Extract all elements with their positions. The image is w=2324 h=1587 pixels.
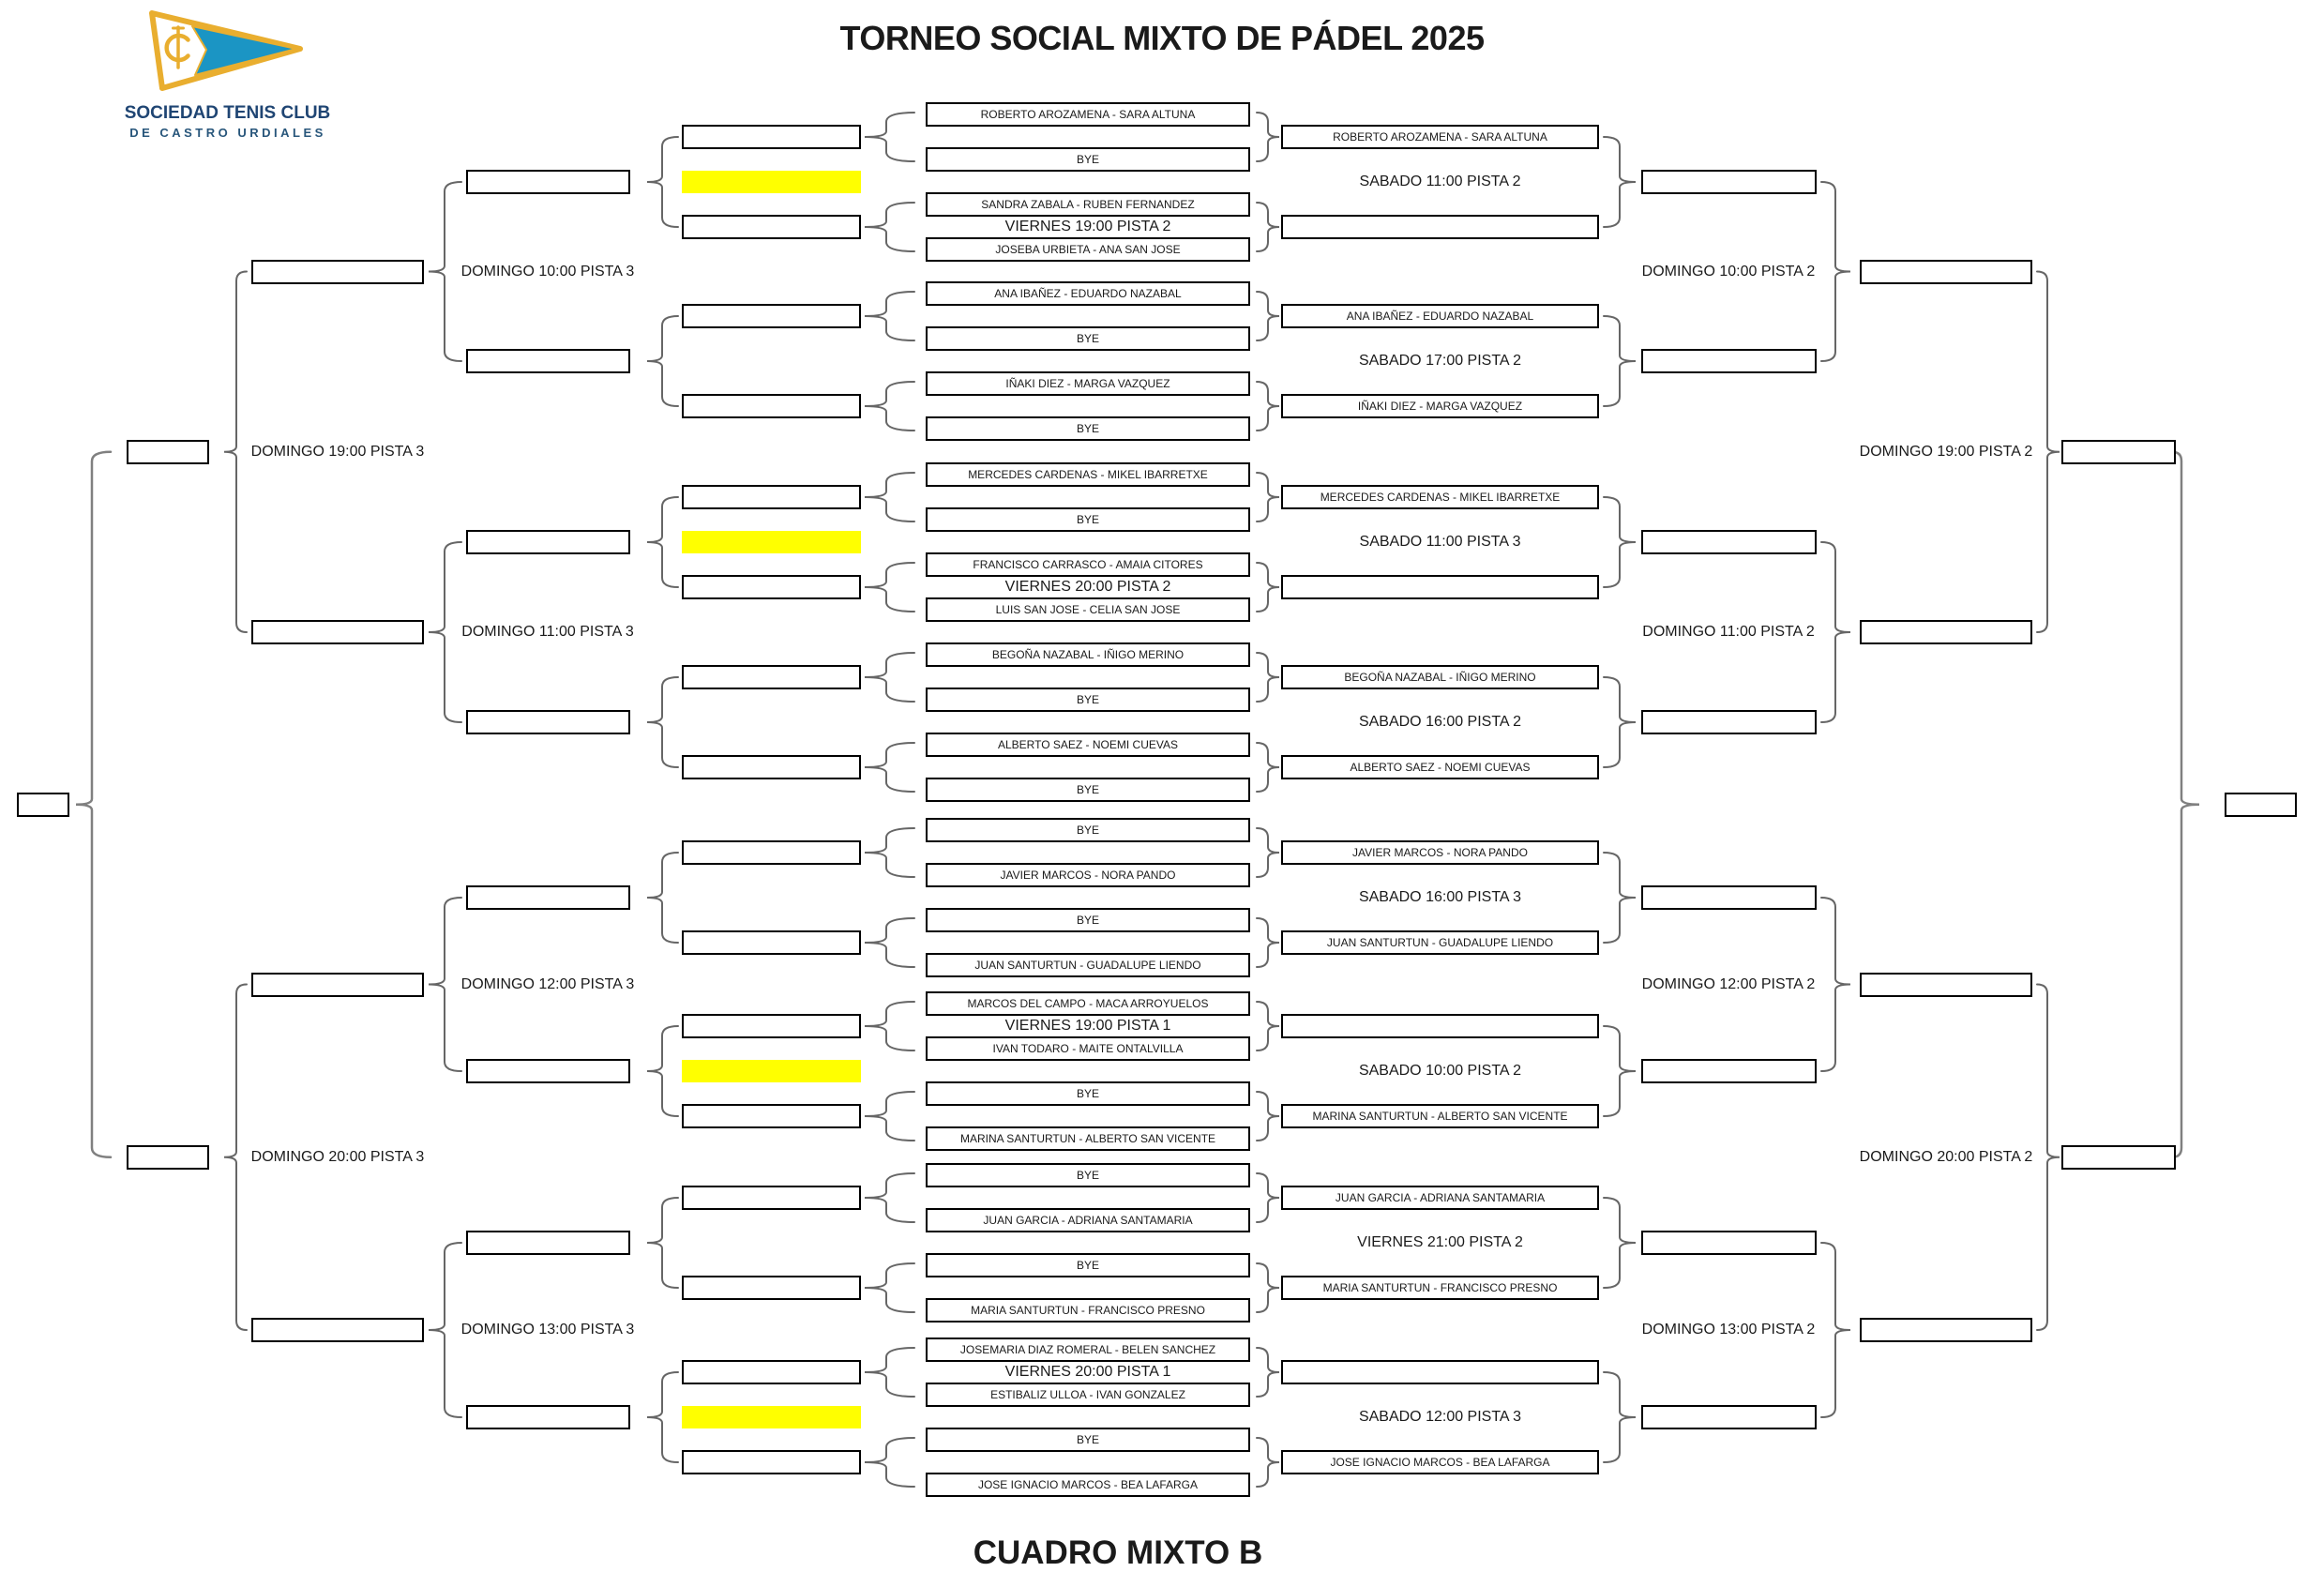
first-round-team-box: MARINA SANTURTUN - ALBERTO SAN VICENTE — [926, 1126, 1250, 1151]
brace-connector — [1257, 1438, 1279, 1487]
brace-connector — [865, 113, 914, 161]
club-subtitle: DE CASTRO URDIALES — [129, 126, 326, 140]
brace-connector — [865, 473, 914, 521]
round2-time-label: SABADO 12:00 PISTA 3 — [1358, 1409, 1522, 1425]
brace-connector — [647, 1026, 678, 1116]
quarterfinal-box — [1641, 170, 1817, 194]
consolation-slot-box — [682, 125, 861, 149]
brace-connector — [865, 828, 914, 877]
first-round-team-box: JOSEBA URBIETA - ANA SAN JOSE — [926, 237, 1250, 262]
brace-connector — [1257, 113, 1279, 161]
brace-connector — [1257, 653, 1279, 702]
round-label: DOMINGO 10:00 PISTA 3 — [460, 263, 635, 280]
brace-connector — [865, 918, 914, 967]
round2-team-box: JAVIER MARCOS - NORA PANDO — [1281, 840, 1599, 865]
round2-time-label: SABADO 10:00 PISTA 2 — [1358, 1063, 1522, 1079]
brace-connector — [1257, 1092, 1279, 1141]
round2-team-box: MARINA SANTURTUN - ALBERTO SAN VICENTE — [1281, 1104, 1599, 1128]
consolation-slot-box — [682, 1104, 861, 1128]
consolation-round2-box — [466, 170, 630, 194]
first-round-team-box: BYE — [926, 147, 1250, 172]
first-round-team-box: ESTIBALIZ ULLOA - IVAN GONZALEZ — [926, 1383, 1250, 1407]
round2-team-box — [1281, 1014, 1599, 1038]
consolation-slot-box — [682, 304, 861, 328]
round2-team-box: MERCEDES CARDENAS - MIKEL IBARRETXE — [1281, 485, 1599, 509]
consolation-round2-box — [466, 1059, 630, 1083]
round2-team-box: ANA IBAÑEZ - EDUARDO NAZABAL — [1281, 304, 1599, 328]
match-time-label: VIERNES 19:00 PISTA 1 — [1004, 1018, 1171, 1034]
brace-connector — [1257, 382, 1279, 431]
footer-title: CUADRO MIXTO B — [973, 1534, 1263, 1571]
round-label: DOMINGO 20:00 PISTA 3 — [250, 1148, 425, 1165]
first-round-team-box: FRANCISCO CARRASCO - AMAIA CITORES — [926, 552, 1250, 577]
consolation-slot-box — [682, 215, 861, 239]
consolation-slot-box — [682, 394, 861, 418]
quarterfinal-box — [1641, 710, 1817, 734]
round2-time-label: VIERNES 21:00 PISTA 2 — [1357, 1234, 1523, 1250]
first-round-team-box: BYE — [926, 416, 1250, 441]
consolation-slot-box — [682, 1276, 861, 1300]
consolation-slot-box — [682, 665, 861, 689]
round2-time-label: SABADO 11:00 PISTA 3 — [1359, 534, 1521, 550]
round-label: DOMINGO 12:00 PISTA 3 — [460, 975, 635, 992]
match-time-label: VIERNES 19:00 PISTA 2 — [1004, 219, 1171, 234]
first-round-team-box: IÑAKI DIEZ - MARGA VAZQUEZ — [926, 371, 1250, 396]
round2-team-box — [1281, 575, 1599, 599]
brace-connector — [865, 1438, 914, 1487]
match-time-label: VIERNES 20:00 PISTA 2 — [1004, 579, 1171, 595]
brace-connector — [865, 743, 914, 792]
round2-team-box: ROBERTO AROZAMENA - SARA ALTUNA — [1281, 125, 1599, 149]
brace-connector — [1257, 473, 1279, 521]
brace-connector — [647, 1198, 678, 1288]
first-round-team-box: ALBERTO SAEZ - NOEMI CUEVAS — [926, 733, 1250, 757]
first-round-team-box: BYE — [926, 1163, 1250, 1187]
consolation-slot-box — [682, 1360, 861, 1384]
highlight-bar — [682, 171, 861, 193]
brace-connector — [1257, 743, 1279, 792]
first-round-team-box: BYE — [926, 1253, 1250, 1277]
brace-connector — [865, 382, 914, 431]
round2-time-label: SABADO 16:00 PISTA 3 — [1358, 889, 1522, 905]
first-round-team-box: SANDRA ZABALA - RUBEN FERNANDEZ — [926, 192, 1250, 217]
first-round-team-box: BEGOÑA NAZABAL - IÑIGO MERINO — [926, 642, 1250, 667]
brace-connector — [1257, 828, 1279, 877]
consolation-slot-box — [682, 575, 861, 599]
round-label: DOMINGO 10:00 PISTA 2 — [1641, 263, 1816, 280]
brace-connector — [865, 292, 914, 340]
round-label: DOMINGO 20:00 PISTA 2 — [1859, 1148, 2033, 1165]
round2-team-box — [1281, 215, 1599, 239]
consolation-slot-box — [682, 755, 861, 779]
consolation-slot-box — [682, 1450, 861, 1474]
consolation-round2-box — [466, 530, 630, 554]
consolation-slot-box — [682, 1014, 861, 1038]
round2-time-label: SABADO 16:00 PISTA 2 — [1358, 714, 1522, 730]
consolation-round2-box — [466, 885, 630, 910]
highlight-bar — [682, 531, 861, 553]
first-round-team-box: BYE — [926, 326, 1250, 351]
first-round-team-box: MERCEDES CARDENAS - MIKEL IBARRETXE — [926, 462, 1250, 487]
round2-team-box: MARIA SANTURTUN - FRANCISCO PRESNO — [1281, 1276, 1599, 1300]
consolation-slot-box — [682, 930, 861, 955]
brace-connector — [1257, 1263, 1279, 1312]
consolation-round2-box — [466, 710, 630, 734]
quarterfinal-box — [1641, 1059, 1817, 1083]
club-pennant-logo-icon — [141, 8, 319, 101]
round2-team-box: JUAN GARCIA - ADRIANA SANTAMARIA — [1281, 1186, 1599, 1210]
brace-connector — [865, 1263, 914, 1312]
first-round-team-box: JUAN GARCIA - ADRIANA SANTAMARIA — [926, 1208, 1250, 1232]
round2-team-box: IÑAKI DIEZ - MARGA VAZQUEZ — [1281, 394, 1599, 418]
quarterfinal-box — [1641, 1405, 1817, 1429]
brace-connector — [865, 1092, 914, 1141]
round-label: DOMINGO 19:00 PISTA 3 — [250, 443, 425, 460]
round2-team-box: JOSE IGNACIO MARCOS - BEA LAFARGA — [1281, 1450, 1599, 1474]
first-round-team-box: BYE — [926, 1081, 1250, 1106]
brace-connector — [865, 1173, 914, 1222]
brace-connector — [1257, 918, 1279, 967]
page-title: TORNEO SOCIAL MIXTO DE PÁDEL 2025 — [839, 19, 1485, 57]
round-label: DOMINGO 12:00 PISTA 2 — [1641, 975, 1816, 992]
round2-time-label: SABADO 17:00 PISTA 2 — [1358, 353, 1522, 369]
first-round-team-box: JAVIER MARCOS - NORA PANDO — [926, 863, 1250, 887]
round2-time-label: SABADO 11:00 PISTA 2 — [1359, 174, 1521, 189]
first-round-team-box: JOSEMARIA DIAZ ROMERAL - BELEN SANCHEZ — [926, 1338, 1250, 1362]
quarterfinal-box — [1641, 530, 1817, 554]
round-label: DOMINGO 13:00 PISTA 2 — [1641, 1322, 1816, 1338]
round2-team-box — [1281, 1360, 1599, 1384]
quarterfinal-box — [1641, 1231, 1817, 1255]
first-round-team-box: BYE — [926, 1428, 1250, 1452]
round-label: DOMINGO 11:00 PISTA 3 — [461, 624, 634, 640]
brace-connector — [647, 137, 678, 227]
consolation-slot-box — [682, 1186, 861, 1210]
first-round-team-box: BYE — [926, 507, 1250, 532]
first-round-team-box: MARIA SANTURTUN - FRANCISCO PRESNO — [926, 1298, 1250, 1322]
consolation-slot-box — [682, 840, 861, 865]
champion-box — [2225, 793, 2297, 817]
round-label: DOMINGO 13:00 PISTA 3 — [460, 1322, 635, 1338]
consolation-round2-box — [466, 1405, 630, 1429]
first-round-team-box: JOSE IGNACIO MARCOS - BEA LAFARGA — [926, 1473, 1250, 1497]
brace-connector — [76, 452, 111, 1157]
first-round-team-box: LUIS SAN JOSE - CELIA SAN JOSE — [926, 597, 1250, 622]
club-name: SOCIEDAD TENIS CLUB — [124, 103, 331, 123]
brace-connector — [647, 853, 678, 943]
match-time-label: VIERNES 20:00 PISTA 1 — [1004, 1364, 1171, 1380]
brace-connector — [647, 1372, 678, 1462]
quarterfinal-box — [1641, 349, 1817, 373]
first-round-team-box: JUAN SANTURTUN - GUADALUPE LIENDO — [926, 953, 1250, 977]
first-round-team-box: ROBERTO AROZAMENA - SARA ALTUNA — [926, 102, 1250, 127]
brace-connector — [2172, 452, 2199, 1157]
brace-connector — [647, 677, 678, 767]
first-round-team-box: IVAN TODARO - MAITE ONTALVILLA — [926, 1036, 1250, 1061]
first-round-team-box: BYE — [926, 688, 1250, 712]
first-round-team-box: ANA IBAÑEZ - EDUARDO NAZABAL — [926, 281, 1250, 306]
first-round-team-box: BYE — [926, 908, 1250, 932]
first-round-team-box: BYE — [926, 778, 1250, 802]
round2-team-box: ALBERTO SAEZ - NOEMI CUEVAS — [1281, 755, 1599, 779]
round-label: DOMINGO 11:00 PISTA 2 — [1642, 624, 1815, 640]
brace-connector — [1257, 292, 1279, 340]
highlight-bar — [682, 1060, 861, 1082]
consolation-slot-box — [682, 485, 861, 509]
round2-team-box: BEGOÑA NAZABAL - IÑIGO MERINO — [1281, 665, 1599, 689]
consolation-round2-box — [466, 349, 630, 373]
consolation-round2-box — [466, 1231, 630, 1255]
first-round-team-box: MARCOS DEL CAMPO - MACA ARROYUELOS — [926, 991, 1250, 1016]
brace-connector — [1257, 1173, 1279, 1222]
highlight-bar — [682, 1406, 861, 1428]
round-label: DOMINGO 19:00 PISTA 2 — [1859, 443, 2033, 460]
brace-connector — [647, 316, 678, 406]
round2-team-box: JUAN SANTURTUN - GUADALUPE LIENDO — [1281, 930, 1599, 955]
brace-connector — [647, 497, 678, 587]
consolation-champion-box — [17, 793, 69, 817]
quarterfinal-box — [1641, 885, 1817, 910]
first-round-team-box: BYE — [926, 818, 1250, 842]
brace-connector — [865, 653, 914, 702]
